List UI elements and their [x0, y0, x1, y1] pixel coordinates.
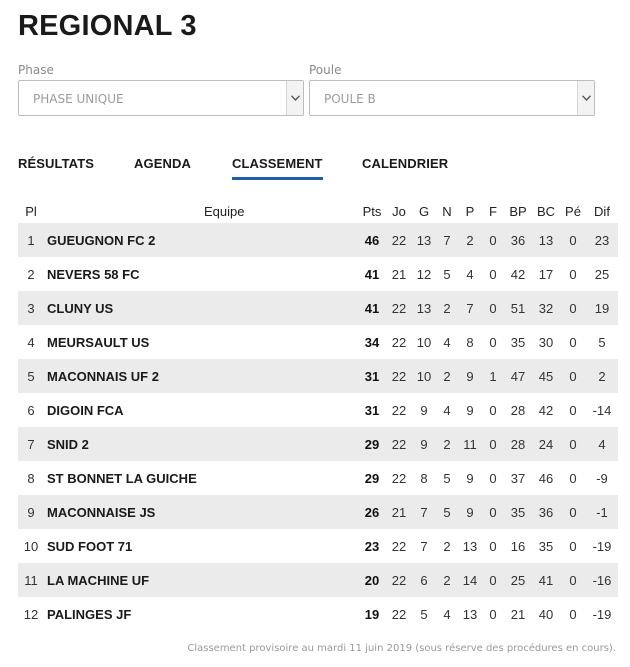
cell-goals-for: 21 [510, 606, 526, 622]
table-row [18, 597, 618, 631]
cell-drawn: 5 [443, 266, 451, 282]
cell-played: 22 [391, 538, 407, 554]
cell-drawn: 4 [443, 402, 451, 418]
poule-filter [309, 63, 595, 116]
cell-goals-against: 41 [532, 563, 560, 597]
cell-played: 22 [386, 427, 412, 461]
cell-position: 4 [27, 334, 35, 350]
cell-team[interactable]: MACONNAISE JS [44, 495, 358, 529]
cell-points: 41 [364, 266, 380, 282]
cell-goals-for: 25 [504, 563, 532, 597]
col-header-g: G [418, 203, 430, 219]
cell-drawn: 2 [436, 359, 458, 393]
cell-forfeit: 0 [489, 470, 497, 486]
cell-played: 21 [386, 495, 412, 529]
cell-forfeit: 0 [489, 266, 497, 282]
cell-goal-diff: -16 [586, 563, 618, 597]
col-header-dif: Dif [594, 203, 610, 219]
phase-filter [18, 63, 304, 116]
tab-classement[interactable]: CLASSEMENT [232, 156, 323, 180]
cell-lost: 11 [458, 427, 482, 461]
cell-goals-for: 28 [510, 402, 526, 418]
cell-goals-for: 47 [504, 359, 532, 393]
cell-penalty: 0 [569, 606, 577, 622]
cell-goal-diff: -19 [592, 538, 612, 554]
cell-forfeit: 0 [482, 563, 504, 597]
cell-position: 1 [18, 223, 44, 257]
cell-position: 3 [18, 291, 44, 325]
cell-lost: 9 [458, 359, 482, 393]
cell-won: 13 [412, 291, 436, 325]
phase-label: Phase [18, 63, 54, 77]
cell-position: 11 [18, 563, 44, 597]
cell-forfeit: 0 [482, 427, 504, 461]
table-row [18, 291, 618, 325]
cell-drawn: 5 [443, 470, 451, 486]
cell-lost: 13 [462, 538, 478, 554]
cell-goal-diff: -9 [596, 470, 608, 486]
cell-penalty: 0 [560, 359, 586, 393]
cell-lost: 4 [466, 266, 474, 282]
cell-played: 22 [386, 223, 412, 257]
cell-played: 22 [391, 470, 407, 486]
cell-penalty: 0 [560, 427, 586, 461]
cell-won: 8 [420, 470, 428, 486]
cell-team[interactable]: ST BONNET LA GUICHE [47, 470, 197, 486]
cell-position: 5 [18, 359, 44, 393]
cell-penalty: 0 [560, 563, 586, 597]
cell-points: 20 [358, 563, 386, 597]
cell-played: 22 [386, 563, 412, 597]
cell-played: 22 [391, 606, 407, 622]
cell-goals-for: 36 [504, 223, 532, 257]
cell-goals-against: 32 [532, 291, 560, 325]
col-header-jo: Jo [392, 203, 406, 219]
cell-played: 22 [386, 359, 412, 393]
cell-lost: 2 [458, 223, 482, 257]
col-header-p: P [465, 203, 475, 219]
cell-points: 41 [358, 291, 386, 325]
cell-drawn: 2 [443, 538, 451, 554]
cell-drawn: 2 [436, 563, 458, 597]
cell-won: 6 [412, 563, 436, 597]
cell-lost: 9 [466, 402, 474, 418]
cell-forfeit: 0 [482, 495, 504, 529]
cell-lost: 13 [462, 606, 478, 622]
cell-played: 22 [386, 291, 412, 325]
cell-points: 29 [358, 427, 386, 461]
cell-penalty: 0 [560, 495, 586, 529]
cell-team[interactable]: PALINGES JF [47, 606, 132, 622]
cell-drawn: 7 [436, 223, 458, 257]
cell-played: 22 [391, 334, 407, 350]
poule-label: Poule [309, 63, 342, 77]
cell-team[interactable]: NEVERS 58 FC [47, 266, 140, 282]
cell-points: 46 [358, 223, 386, 257]
cell-goals-for: 51 [504, 291, 532, 325]
cell-penalty: 0 [569, 266, 577, 282]
cell-won: 10 [416, 334, 432, 350]
cell-penalty: 0 [569, 470, 577, 486]
cell-position: 6 [27, 402, 35, 418]
col-header-pts: Pts [362, 203, 382, 219]
cell-played: 21 [391, 266, 407, 282]
col-header-n: N [442, 203, 452, 219]
cell-goal-diff: 5 [598, 334, 606, 350]
cell-position: 10 [23, 538, 39, 554]
cell-won: 9 [412, 427, 436, 461]
cell-goal-diff: -14 [592, 402, 612, 418]
cell-position: 2 [27, 266, 35, 282]
cell-drawn: 2 [436, 291, 458, 325]
cell-goals-against: 17 [538, 266, 554, 282]
cell-won: 7 [412, 495, 436, 529]
cell-lost: 7 [458, 291, 482, 325]
phase-select[interactable] [18, 80, 304, 116]
cell-won: 7 [420, 538, 428, 554]
cell-position: 12 [23, 606, 39, 622]
page-title: REGIONAL 3 [18, 10, 197, 42]
tab-calendrier[interactable]: CALENDRIER [362, 156, 449, 171]
col-header-pl: Pl [25, 203, 37, 219]
poule-select[interactable] [309, 80, 595, 116]
tab-resultats[interactable]: RÉSULTATS [18, 156, 95, 171]
footnote: Classement provisoire au mardi 11 juin 2019 (sous réserve des procédures en cours). [187, 643, 616, 654]
cell-goals-against: 46 [538, 470, 554, 486]
cell-forfeit: 0 [489, 402, 497, 418]
cell-forfeit: 0 [489, 334, 497, 350]
cell-team[interactable]: GUEUGNON FC 2 [44, 223, 358, 257]
cell-drawn: 2 [436, 427, 458, 461]
cell-goals-against: 30 [538, 334, 554, 350]
standings-table [18, 199, 618, 631]
cell-lost: 9 [466, 470, 474, 486]
cell-goals-for: 37 [510, 470, 526, 486]
col-header-f: F [489, 203, 497, 219]
cell-goals-against: 45 [532, 359, 560, 393]
chevron-down-icon[interactable] [286, 81, 303, 115]
cell-points: 23 [364, 538, 380, 554]
cell-team[interactable]: DIGOIN FCA [47, 402, 124, 418]
cell-penalty: 0 [560, 291, 586, 325]
col-header-equipe: Equipe [204, 203, 245, 219]
cell-points: 34 [364, 334, 380, 350]
cell-goals-for: 42 [510, 266, 526, 282]
cell-points: 31 [358, 359, 386, 393]
cell-position: 9 [18, 495, 44, 529]
cell-goals-against: 42 [538, 402, 554, 418]
cell-won: 5 [420, 606, 428, 622]
cell-points: 26 [358, 495, 386, 529]
cell-won: 12 [416, 266, 432, 282]
cell-won: 10 [412, 359, 436, 393]
cell-penalty: 0 [569, 334, 577, 350]
cell-goals-for: 35 [504, 495, 532, 529]
cell-goals-against: 35 [538, 538, 554, 554]
cell-goal-diff: -1 [586, 495, 618, 529]
cell-penalty: 0 [569, 402, 577, 418]
cell-goals-against: 40 [538, 606, 554, 622]
cell-forfeit: 0 [489, 538, 497, 554]
col-header-bc: BC [536, 203, 556, 219]
cell-penalty: 0 [560, 223, 586, 257]
cell-goal-diff: 4 [586, 427, 618, 461]
cell-points: 31 [364, 402, 380, 418]
chevron-down-icon[interactable] [577, 81, 594, 115]
cell-position: 8 [27, 470, 35, 486]
cell-won: 13 [412, 223, 436, 257]
cell-goals-for: 28 [504, 427, 532, 461]
cell-position: 7 [18, 427, 44, 461]
tab-bar [18, 156, 630, 180]
cell-forfeit: 0 [482, 291, 504, 325]
cell-lost: 8 [466, 334, 474, 350]
cell-goal-diff: 25 [594, 266, 610, 282]
cell-points: 29 [364, 470, 380, 486]
cell-team[interactable]: MACONNAIS UF 2 [44, 359, 358, 393]
table-row [18, 257, 618, 291]
table-row [18, 393, 618, 427]
table-row [18, 223, 618, 257]
cell-team[interactable]: SNID 2 [44, 427, 358, 461]
table-row [18, 563, 618, 597]
cell-lost: 14 [458, 563, 482, 597]
cell-goal-diff: 23 [586, 223, 618, 257]
cell-goal-diff: -19 [592, 606, 612, 622]
table-row [18, 427, 618, 461]
col-header-pe: Pé [565, 203, 581, 219]
cell-won: 9 [420, 402, 428, 418]
cell-lost: 9 [458, 495, 482, 529]
cell-drawn: 4 [443, 606, 451, 622]
cell-goals-for: 35 [510, 334, 526, 350]
cell-goal-diff: 2 [586, 359, 618, 393]
cell-team[interactable]: SUD FOOT 71 [47, 538, 133, 554]
cell-team[interactable]: MEURSAULT US [47, 334, 150, 350]
cell-forfeit: 1 [482, 359, 504, 393]
table-row [18, 529, 618, 563]
table-row [18, 325, 618, 359]
cell-team[interactable]: LA MACHINE UF [44, 563, 358, 597]
cell-goal-diff: 19 [586, 291, 618, 325]
table-header-row [18, 199, 618, 223]
cell-played: 22 [391, 402, 407, 418]
table-row [18, 461, 618, 495]
cell-drawn: 5 [436, 495, 458, 529]
cell-forfeit: 0 [482, 223, 504, 257]
cell-goals-against: 13 [532, 223, 560, 257]
tab-agenda[interactable]: AGENDA [134, 156, 191, 171]
cell-goals-against: 36 [532, 495, 560, 529]
cell-penalty: 0 [569, 538, 577, 554]
table-row [18, 495, 618, 529]
cell-goals-for: 16 [510, 538, 526, 554]
cell-drawn: 4 [443, 334, 451, 350]
cell-goals-against: 24 [532, 427, 560, 461]
cell-points: 19 [364, 606, 380, 622]
col-header-bp: BP [509, 203, 527, 219]
cell-forfeit: 0 [489, 606, 497, 622]
poule-select-value: POULE B [324, 92, 376, 106]
table-row [18, 359, 618, 393]
phase-select-value: PHASE UNIQUE [33, 92, 124, 106]
cell-team[interactable]: CLUNY US [44, 291, 358, 325]
